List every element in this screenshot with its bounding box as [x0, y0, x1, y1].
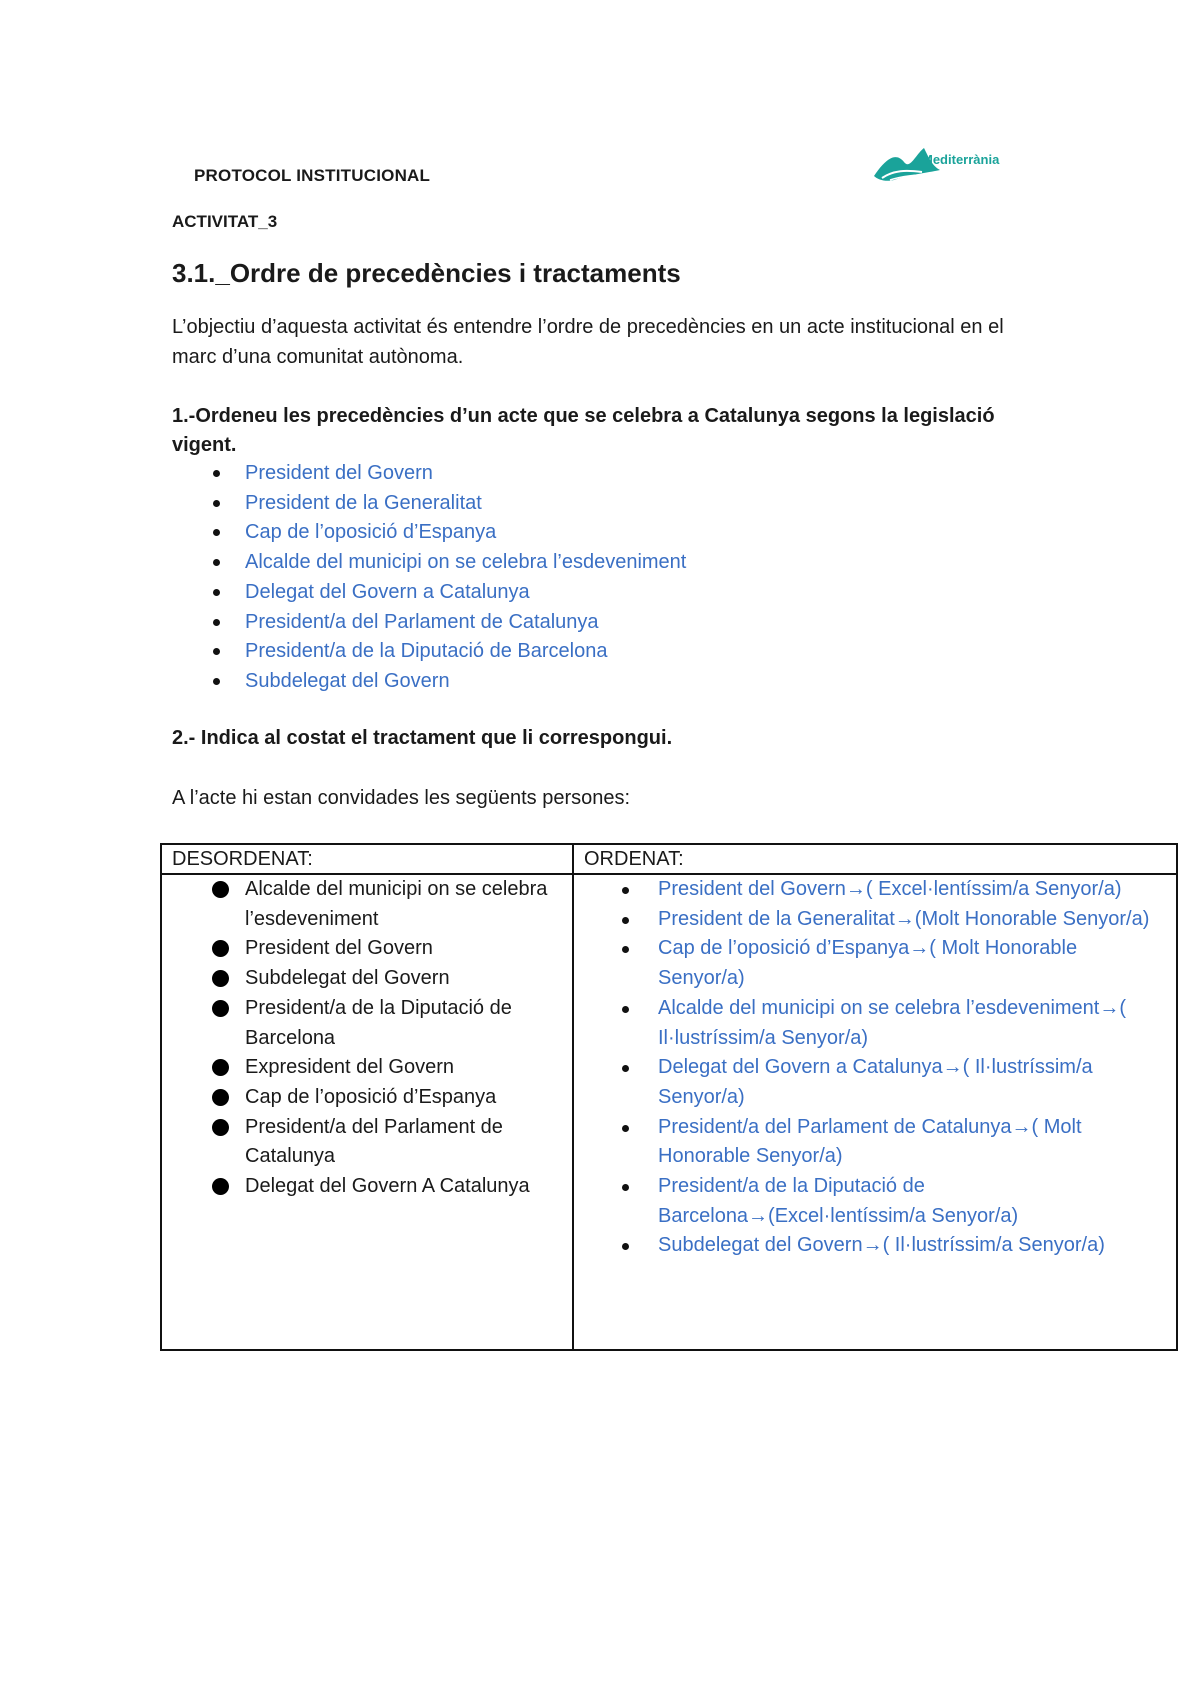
bullet-icon: [212, 1059, 229, 1076]
bullet-icon: [622, 1006, 629, 1013]
logo-wordmark: Mediterrània: [922, 152, 1000, 167]
list-item: President de la Generalitat→(Molt Honorable Senyor/a): [574, 905, 1176, 935]
list-item: President/a del Parlament de Catalunya: [162, 1113, 572, 1172]
list-item: Cap de l’oposició d’Espanya: [162, 1083, 572, 1113]
list-item: Alcalde del municipi on se celebra l’esdeveniment: [162, 875, 572, 934]
bullet-icon: [622, 1065, 629, 1072]
list-item: Cap de l’oposició d’Espanya→( Molt Honorable Senyor/a): [574, 934, 1176, 993]
bullet-icon: [212, 940, 229, 957]
bullet-icon: [213, 619, 220, 626]
list-item: Subdelegat del Govern: [172, 667, 972, 697]
ordered-cell: [573, 874, 1177, 1350]
bullet-icon: [622, 887, 629, 894]
bullet-icon: [212, 1119, 229, 1136]
list-item: President/a del Parlament de Catalunya: [172, 608, 972, 638]
bullet-icon: [213, 529, 220, 536]
bullet-icon: [622, 1243, 629, 1250]
document-header-title: PROTOCOL INSTITUCIONAL: [194, 166, 431, 185]
bullet-icon: [213, 589, 220, 596]
bullet-icon: [622, 1125, 629, 1132]
header-ordered: ORDENAT:: [573, 844, 1177, 874]
bullet-icon: [213, 559, 220, 566]
list-item: President/a de la Diputació de Barcelona→(Excel·lentíssim/a Senyor/a): [574, 1172, 1176, 1231]
list-item: Alcalde del municipi on se celebra l’esdeveniment→( Il·lustríssim/a Senyor/a): [574, 994, 1176, 1053]
list-item: President/a de la Diputació de Barcelona: [172, 637, 972, 667]
list-item: President del Govern→( Excel·lentíssim/a Senyor/a): [574, 875, 1176, 905]
list-item: Subdelegat del Govern→( Il·lustríssim/a Senyor/a): [574, 1231, 1176, 1261]
bullet-icon: [212, 1178, 229, 1195]
bullet-icon: [212, 1000, 229, 1017]
header-unordered: DESORDENAT:: [161, 844, 573, 874]
table-row: [161, 874, 1177, 1350]
list-item: Cap de l’oposició d’Espanya: [172, 518, 972, 548]
question-2: 2.- Indica al costat el tractament que li correspongui.: [172, 727, 673, 749]
bullet-icon: [212, 970, 229, 987]
list-item: President/a del Parlament de Catalunya→( Molt Honorable Senyor/a): [574, 1113, 1176, 1172]
list-item: Subdelegat del Govern: [162, 964, 572, 994]
precedence-table: [160, 843, 1178, 1351]
list-item: President del Govern: [172, 459, 972, 489]
list-item: Alcalde del municipi on se celebra l’esdeveniment: [172, 548, 972, 578]
bullet-icon: [213, 470, 220, 477]
bullet-icon: [212, 881, 229, 898]
unordered-list: [162, 875, 572, 1202]
bullet-icon: [622, 917, 629, 924]
table-header-row: [161, 844, 1177, 874]
list-item: President/a de la Diputació de Barcelona: [162, 994, 572, 1053]
unordered-cell: [161, 874, 573, 1350]
activity-label: ACTIVITAT_3: [172, 212, 278, 231]
bullet-icon: [212, 1089, 229, 1106]
list-item: Expresident del Govern: [162, 1053, 572, 1083]
intro-paragraph: L’objectiu d’aquesta activitat és entendre l’ordre de precedències en un acte institucional en el marc d’una comunitat autònoma.: [172, 316, 1004, 368]
section-title: 3.1._Ordre de precedències i tractaments: [172, 258, 681, 288]
bullet-icon: [213, 678, 220, 685]
list-item: Delegat del Govern a Catalunya→( Il·lustríssim/a Senyor/a): [574, 1053, 1176, 1112]
list-item: Delegat del Govern A Catalunya: [162, 1172, 572, 1202]
question-1: 1.-Ordeneu les precedències d’un acte que se celebra a Catalunya segons la legislació vigent.: [172, 405, 995, 456]
list-item: Delegat del Govern a Catalunya: [172, 578, 972, 608]
ordered-list: [574, 875, 1176, 1261]
bullet-icon: [213, 500, 220, 507]
mediterrania-logo: [872, 140, 1012, 182]
bullet-icon: [213, 648, 220, 655]
list-item: President de la Generalitat: [172, 489, 972, 519]
invited-text: A l’acte hi estan convidades les següents persones:: [172, 787, 631, 809]
list-item: President del Govern: [162, 934, 572, 964]
bullet-icon: [622, 946, 629, 953]
bullet-icon: [622, 1184, 629, 1191]
precedence-list: [172, 459, 972, 697]
